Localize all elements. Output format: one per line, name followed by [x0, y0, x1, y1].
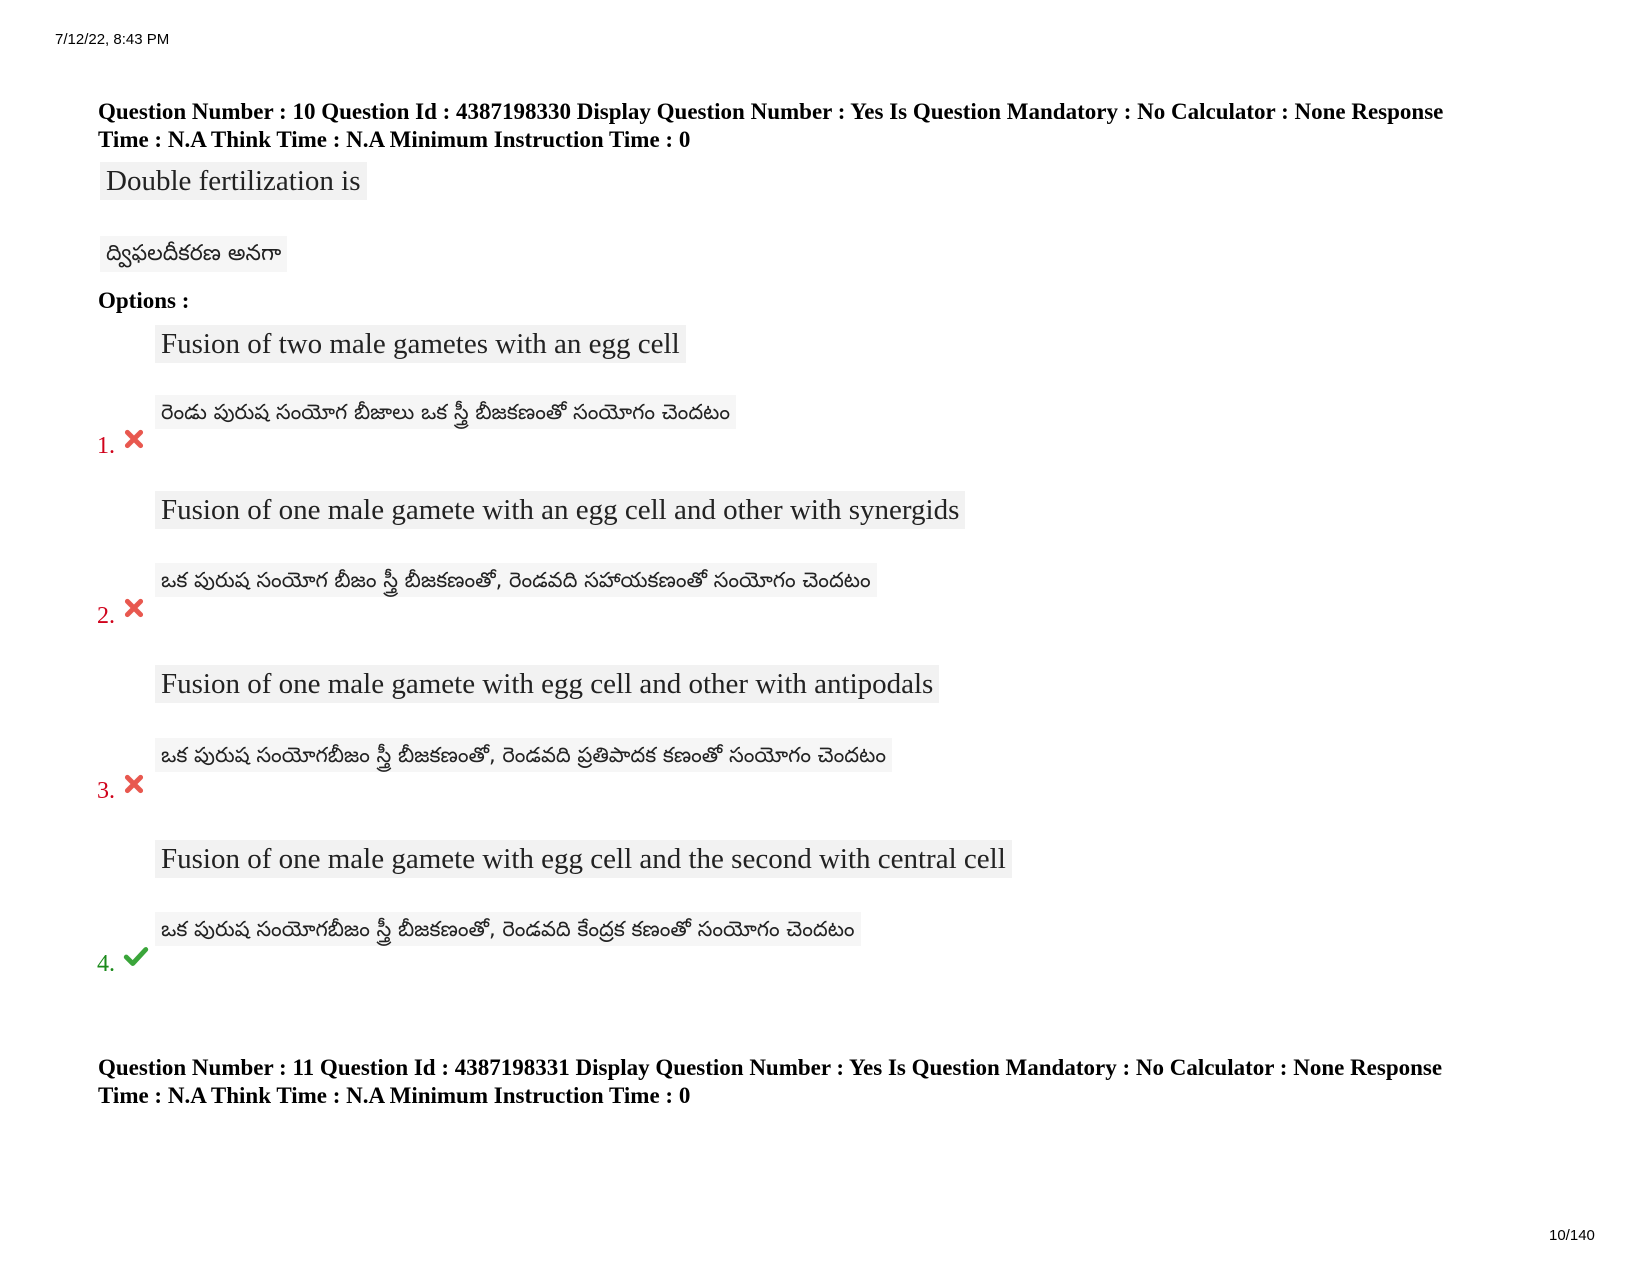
question-10-header-line2: Time : N.A Think Time : N.A Minimum Instruction Time : 0	[98, 127, 691, 152]
print-timestamp: 7/12/22, 8:43 PM	[55, 31, 170, 48]
option-4-number: 4.	[97, 951, 115, 977]
question-10-header-line1: Question Number : 10 Question Id : 4387198330 Display Question Number : Yes Is Question Mandatory : No Calculator : None Response	[98, 99, 1444, 124]
question-11-header-line1: Question Number : 11 Question Id : 4387198331 Display Question Number : Yes Is Question Mandatory : No Calculator : None Response	[98, 1055, 1443, 1080]
options-label: Options :	[98, 288, 190, 313]
option-3-number: 3.	[97, 778, 115, 804]
option-1-text-telugu: రెండు పురుష సంయోగ బీజాలు ఒక స్త్రీ బీజకణంతో సంయోగం చెందటం	[155, 395, 736, 429]
page-number: 10/140	[1549, 1227, 1595, 1244]
cross-icon	[123, 428, 145, 450]
option-1-number: 1.	[97, 433, 115, 459]
option-1-text-english: Fusion of two male gametes with an egg cell	[155, 325, 686, 363]
option-2-text-english: Fusion of one male gamete with an egg cell and other with synergids	[155, 491, 965, 529]
option-2-text-telugu: ఒక పురుష సంయోగ బీజం స్త్రీ బీజకణంతో, రెండవది సహాయకణంతో సంయోగం చెందటం	[155, 563, 877, 597]
cross-icon	[123, 597, 145, 619]
option-3-text-telugu: ఒక పురుష సంయోగబీజం స్త్రీ బీజకణంతో, రెండవది ప్రతిపాదక కణంతో సంయోగం చెందటం	[155, 738, 892, 772]
question-11-header	[98, 1054, 1598, 1110]
cross-icon	[123, 773, 145, 795]
question-10-text-telugu: ద్విఫలదీకరణ అనగా	[100, 236, 287, 272]
question-10-header	[98, 98, 1598, 154]
option-2-number: 2.	[97, 603, 115, 629]
option-3-text-english: Fusion of one male gamete with egg cell and other with antipodals	[155, 665, 939, 703]
option-4-text-telugu: ఒక పురుష సంయోగబీజం స్త్రీ బీజకణంతో, రెండవది కేంద్రక కణంతో సంయోగం చెందటం	[155, 912, 861, 946]
question-11-header-line2: Time : N.A Think Time : N.A Minimum Instruction Time : 0	[98, 1083, 691, 1108]
check-icon	[123, 945, 149, 967]
option-4-text-english: Fusion of one male gamete with egg cell and the second with central cell	[155, 840, 1012, 878]
question-10-text-english: Double fertilization is	[100, 162, 367, 200]
